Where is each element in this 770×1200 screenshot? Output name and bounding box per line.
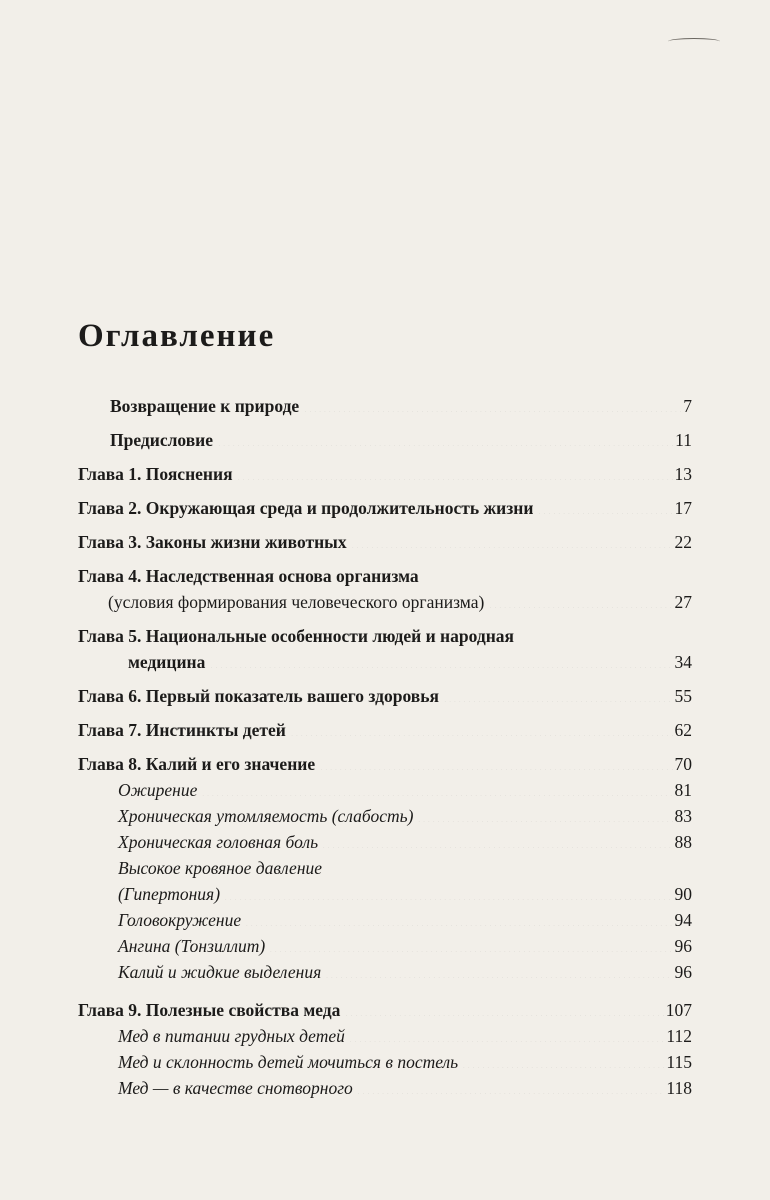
toc-entry-label: Глава 7. Инстинкты детей bbox=[78, 720, 286, 740]
toc-entry-label: Предисловие bbox=[110, 430, 214, 450]
toc-entry-label: Возвращение к природе bbox=[110, 396, 300, 416]
toc-page-number: 96 bbox=[674, 962, 692, 982]
toc-entry bbox=[78, 907, 692, 933]
toc-entry bbox=[78, 855, 692, 907]
toc-entry-title-line: Высокое кровяное давление bbox=[118, 858, 323, 878]
dot-leader bbox=[209, 651, 672, 669]
toc-page-number: 94 bbox=[674, 910, 692, 930]
dot-leader bbox=[344, 999, 663, 1017]
dot-leader bbox=[443, 685, 673, 703]
page-title: Оглавление bbox=[78, 318, 276, 354]
dot-leader bbox=[351, 531, 673, 549]
toc-entry bbox=[78, 393, 692, 419]
toc-entry-label: (Гипертония) bbox=[118, 884, 221, 904]
toc-page-number: 27 bbox=[674, 592, 692, 612]
toc-page-number: 107 bbox=[665, 1000, 692, 1020]
toc-entry-label: Глава 9. Полезные свойства меда bbox=[78, 1000, 341, 1020]
dot-leader bbox=[224, 883, 672, 901]
toc-entry-label: Глава 6. Первый показатель вашего здоровья bbox=[78, 686, 439, 706]
toc-entry bbox=[78, 717, 692, 743]
toc-page-number: 62 bbox=[674, 720, 692, 740]
toc-entry bbox=[78, 683, 692, 709]
toc-entry bbox=[78, 529, 692, 555]
toc-entry bbox=[78, 495, 692, 521]
toc-entry bbox=[78, 1023, 692, 1049]
toc-entry bbox=[78, 777, 692, 803]
page-edge-mark bbox=[668, 38, 720, 45]
dot-leader bbox=[245, 909, 672, 927]
toc-page-number: 81 bbox=[674, 780, 692, 800]
toc-entry bbox=[78, 1049, 692, 1075]
toc-page-number: 70 bbox=[674, 754, 692, 774]
toc-entry-label: Головокружение bbox=[118, 910, 242, 930]
toc-entry-label: Глава 2. Окружающая среда и продолжительность жизни bbox=[78, 498, 534, 518]
dot-leader bbox=[417, 805, 672, 823]
toc-entry bbox=[78, 1075, 692, 1101]
dot-leader bbox=[488, 591, 672, 609]
toc-page-number: 118 bbox=[666, 1078, 692, 1098]
toc-entry-label: (условия формирования человеческого организма) bbox=[108, 592, 485, 612]
toc-entry-label: медицина bbox=[128, 652, 206, 672]
toc-page-number: 88 bbox=[674, 832, 692, 852]
toc-entry bbox=[78, 933, 692, 959]
toc-entry-label: Глава 1. Пояснения bbox=[78, 464, 233, 484]
dot-leader bbox=[357, 1077, 665, 1095]
toc-page-number: 11 bbox=[675, 430, 692, 450]
dot-leader bbox=[322, 831, 672, 849]
toc-entry-label: Мед в питании грудных детей bbox=[118, 1026, 345, 1046]
dot-leader bbox=[237, 463, 673, 481]
dot-leader bbox=[325, 961, 672, 979]
dot-leader bbox=[319, 753, 672, 771]
toc-page-number: 55 bbox=[674, 686, 692, 706]
dot-leader bbox=[217, 429, 673, 447]
dot-leader bbox=[462, 1051, 664, 1069]
toc-page-number: 96 bbox=[674, 936, 692, 956]
toc-page-number: 22 bbox=[674, 532, 692, 552]
dot-leader bbox=[303, 395, 681, 413]
toc-entry-title-line: Глава 5. Национальные особенности людей и народная bbox=[78, 626, 515, 646]
toc-entry-label: Калий и жидкие выделения bbox=[118, 962, 322, 982]
toc-page-number: 115 bbox=[666, 1052, 692, 1072]
toc-entry bbox=[78, 461, 692, 487]
toc-entry-label: Мед и склонность детей мочиться в постель bbox=[118, 1052, 459, 1072]
dot-leader bbox=[201, 779, 672, 797]
toc-entry-label: Ангина (Тонзиллит) bbox=[118, 936, 266, 956]
dot-leader bbox=[537, 497, 672, 515]
toc-page-number: 7 bbox=[683, 396, 692, 416]
toc-entry bbox=[78, 803, 692, 829]
toc-page-number: 90 bbox=[674, 884, 692, 904]
toc-entry-label: Хроническая головная боль bbox=[118, 832, 319, 852]
toc-page-number: 83 bbox=[674, 806, 692, 826]
toc-entry-label: Глава 3. Законы жизни животных bbox=[78, 532, 347, 552]
toc-entry bbox=[78, 427, 692, 453]
toc-entry bbox=[78, 829, 692, 855]
toc-entry-title-line: Глава 4. Наследственная основа организма bbox=[78, 566, 419, 586]
toc-entry-label: Хроническая утомляемость (слабость) bbox=[118, 806, 414, 826]
toc-page-number: 112 bbox=[666, 1026, 692, 1046]
dot-leader bbox=[290, 719, 673, 737]
dot-leader bbox=[349, 1025, 665, 1043]
toc-page-number: 17 bbox=[674, 498, 692, 518]
toc-page-number: 34 bbox=[674, 652, 692, 672]
toc-entry bbox=[78, 959, 692, 985]
table-of-contents bbox=[78, 393, 692, 1101]
dot-leader bbox=[269, 935, 672, 953]
toc-entry bbox=[78, 563, 692, 615]
toc-page-number: 13 bbox=[674, 464, 692, 484]
toc-entry-label: Мед — в качестве снотворного bbox=[118, 1078, 353, 1098]
toc-entry-label: Ожирение bbox=[118, 780, 198, 800]
toc-entry bbox=[78, 623, 692, 675]
toc-entry-label: Глава 8. Калий и его значение bbox=[78, 754, 316, 774]
toc-entry bbox=[78, 751, 692, 777]
toc-entry bbox=[78, 997, 692, 1023]
